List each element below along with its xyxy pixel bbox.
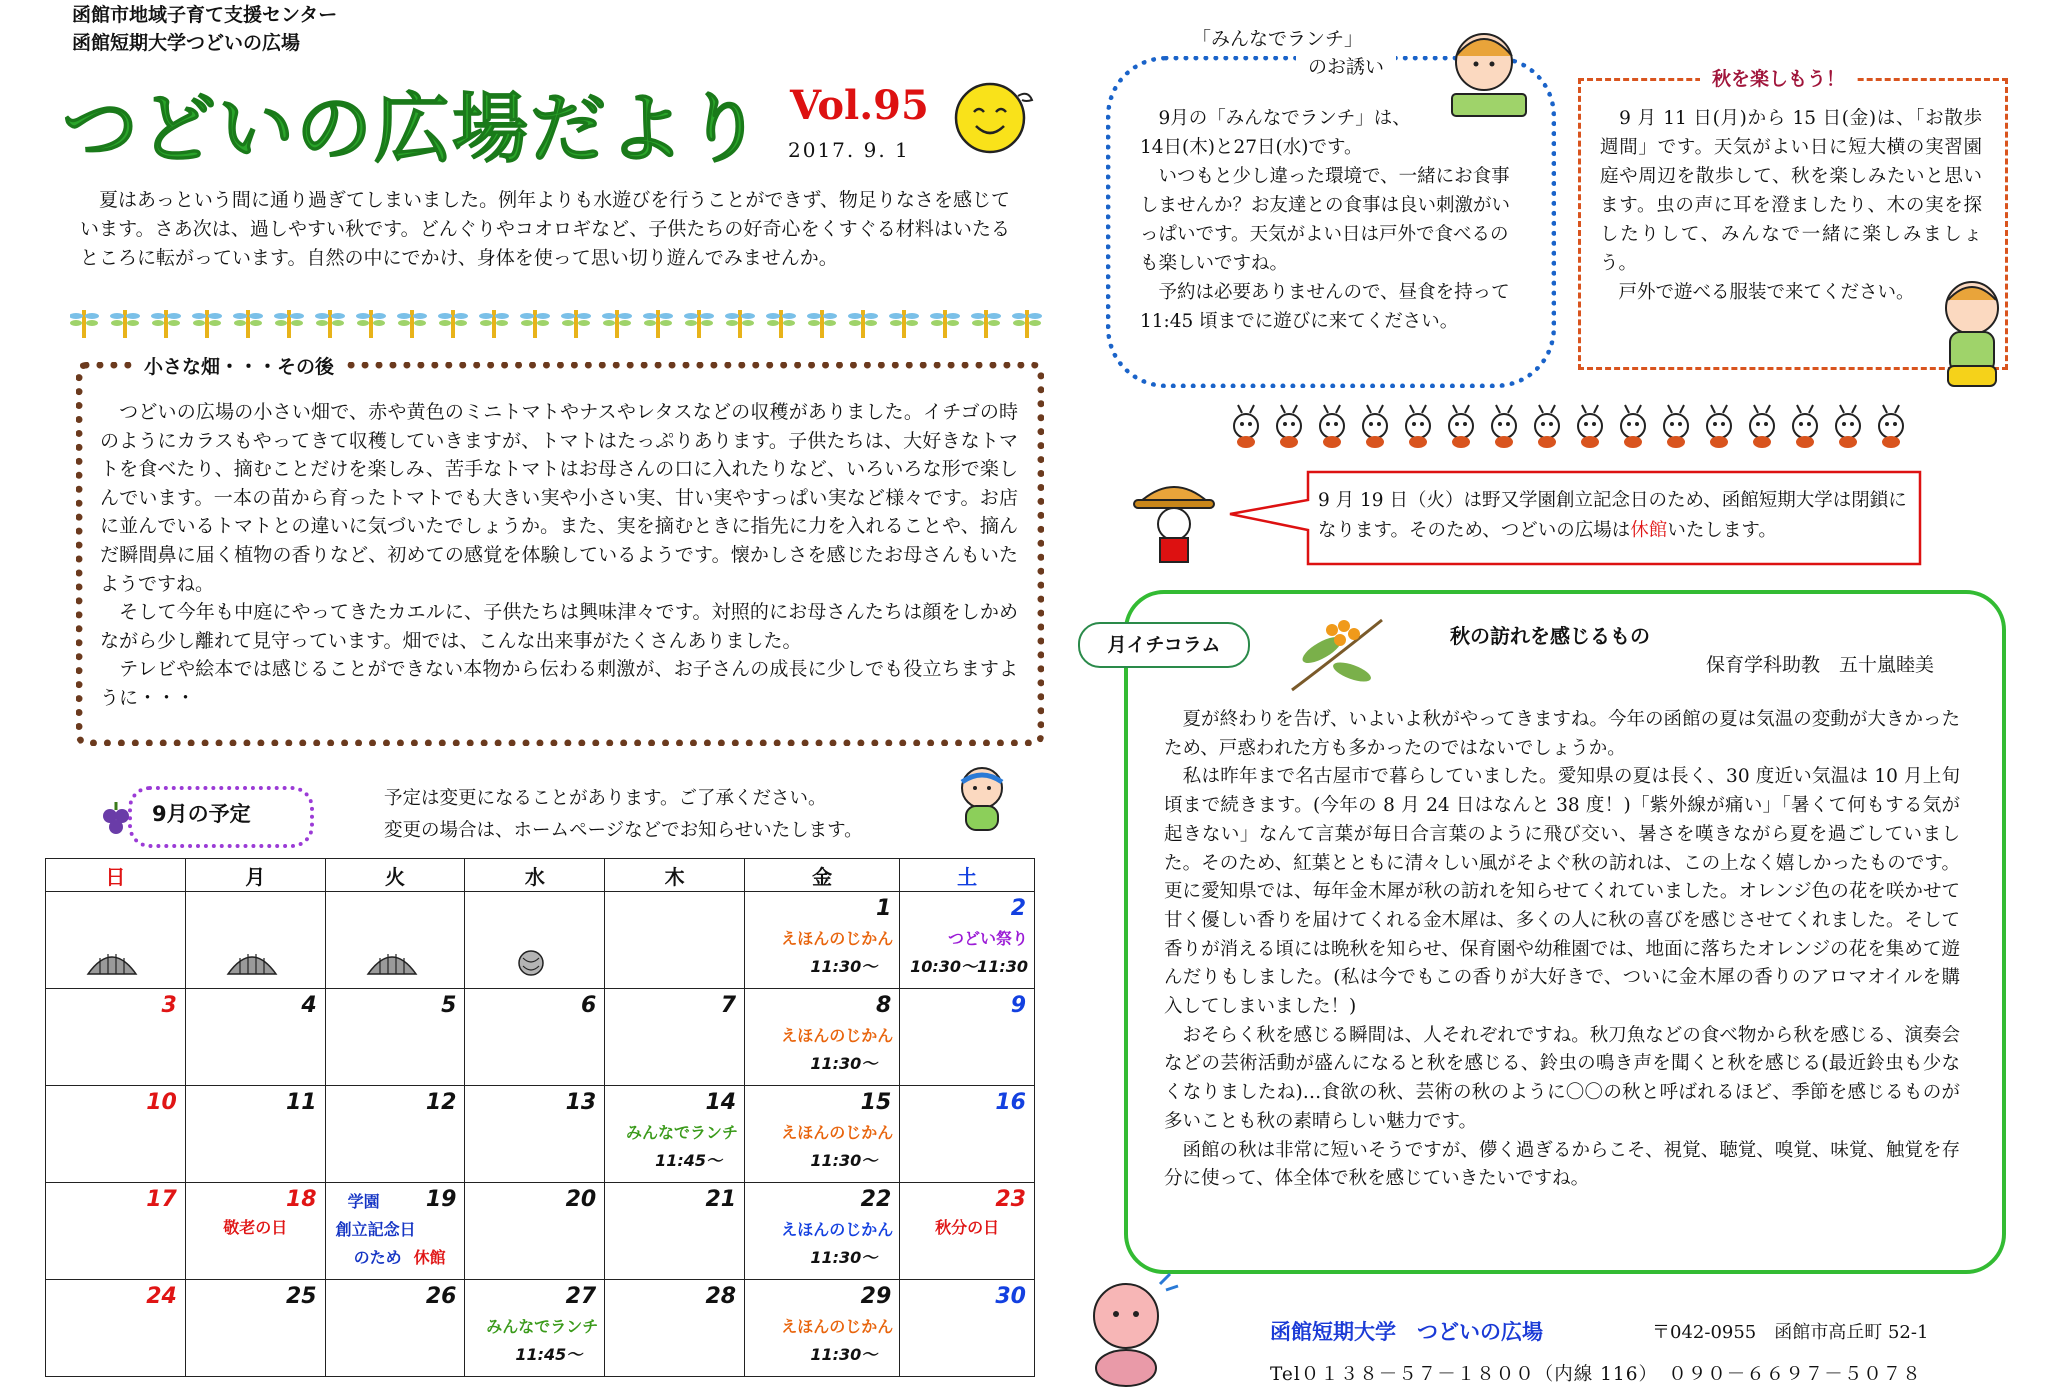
- day-number: 3: [161, 993, 177, 1018]
- calendar-day: [745, 892, 900, 989]
- day-number: 30: [995, 1284, 1026, 1309]
- schedule-note-2: 変更の場合は、ホームページなどでお知らせいたします。: [384, 820, 863, 841]
- weekday-header: 日: [46, 859, 186, 892]
- calendar-day: [185, 989, 325, 1086]
- event-time: 11:30～: [810, 1345, 878, 1364]
- day-number: 19: [425, 1187, 457, 1212]
- calendar-week: [46, 1280, 1035, 1377]
- calendar-event: つどい祭り: [947, 929, 1028, 948]
- day-number: 13: [565, 1090, 597, 1115]
- event-time: 11:30～: [810, 1054, 878, 1073]
- closure-text: 9 月 19 日（火）は野又学園創立記念日のため、函館短期大学は閉鎖になります。そのため、つどいの広場は休館いたします。: [1318, 490, 1907, 541]
- day-number: 14: [705, 1090, 737, 1115]
- september-calendar: [45, 858, 1035, 1377]
- day-number: 25: [286, 1284, 317, 1309]
- calendar-day: [185, 1183, 325, 1280]
- org-line-1: 函館市地域子育て支援センター: [72, 4, 338, 26]
- day-number: 2: [1010, 896, 1026, 921]
- column-title: 秋の訪れを感じるもの: [1450, 624, 1650, 648]
- weekday-header: 水: [465, 859, 605, 892]
- osmanthus-icon: [1282, 600, 1392, 700]
- calendar-day: [185, 1280, 325, 1377]
- footer-address: 〒042-0955 函館市高丘町 52-1: [1652, 1322, 1929, 1343]
- calendar-day: [46, 892, 186, 989]
- day-number: 18: [286, 1187, 317, 1212]
- calendar-event: 秋分の日: [935, 1218, 1000, 1237]
- grapes-icon: [96, 800, 136, 840]
- day-number: 26: [425, 1284, 457, 1309]
- event-time: 11:30～: [810, 957, 878, 976]
- calendar-day: [46, 989, 186, 1086]
- day-number: 16: [995, 1090, 1026, 1115]
- pillbug-icon: [86, 950, 138, 976]
- closure-day-label: 休館: [413, 1248, 446, 1267]
- sun-face-icon: [948, 76, 1038, 156]
- day-number: 6: [580, 993, 597, 1018]
- ant-row-icon: [1232, 404, 1912, 450]
- calendar-day: [46, 1280, 186, 1377]
- calendar-day: [605, 1086, 745, 1183]
- day-number: 9: [1010, 993, 1026, 1018]
- calendar-day: [605, 1183, 745, 1280]
- calendar-day: [900, 1183, 1035, 1280]
- day-number: 20: [565, 1187, 597, 1212]
- day-number: 28: [705, 1284, 737, 1309]
- day-number: 5: [441, 993, 457, 1018]
- event-time: 10:30～11:30: [910, 957, 1028, 976]
- closure-day-note: 学園: [347, 1192, 380, 1211]
- day-number: 21: [705, 1187, 737, 1212]
- calendar-event: えほんのじかん: [781, 1123, 894, 1142]
- day-number: 17: [146, 1187, 177, 1212]
- calendar-day: [185, 892, 325, 989]
- calendar-week: [46, 892, 1035, 989]
- calendar-event: みんなでランチ: [626, 1123, 739, 1142]
- closure-day-note: 創立記念日: [335, 1220, 416, 1239]
- column-author: 保育学科助教 五十嵐睦美: [1706, 654, 1935, 676]
- day-number: 8: [875, 993, 892, 1018]
- pillbug-icon: [505, 950, 557, 976]
- dragonfly-row-icon: [70, 306, 1060, 346]
- garden-heading: 小さな畑・・・その後: [132, 352, 346, 379]
- footer-phone: Tel０１３８－５７－１８００（内線 116） ０９０－６６９７－５０７８: [1270, 1364, 1922, 1385]
- day-number: 27: [565, 1284, 597, 1309]
- calendar-day: [465, 989, 605, 1086]
- day-number: 15: [860, 1090, 892, 1115]
- footer-baby-icon: [1076, 1270, 1186, 1390]
- calendar-day: [605, 989, 745, 1086]
- lunch-title-2: のお誘い: [1296, 52, 1396, 79]
- calendar-day: [745, 1183, 900, 1280]
- weekday-header: 月: [185, 859, 325, 892]
- calendar-day: [325, 989, 465, 1086]
- weekday-header: 土: [900, 859, 1035, 892]
- calendar-event: えほんのじかん: [781, 1317, 894, 1336]
- event-time: 11:30～: [810, 1248, 878, 1267]
- calendar-event: えほんのじかん: [781, 929, 894, 948]
- event-time: 11:30～: [810, 1151, 878, 1170]
- calendar-day: [605, 892, 745, 989]
- day-number: 12: [425, 1090, 457, 1115]
- calendar-day: [605, 1280, 745, 1377]
- pillbug-icon: [226, 950, 278, 976]
- column-text: 夏が終わりを告げ、いよいよ秋がやってきますね。今年の函館の夏は気温の変動が大きかったため、戸惑われた方も多かったのではないでしょうか。 私は昨年まで名古屋市で暮らしていました。愛知県の夏は長く、30 度近い気温は 10 月上旬頃まで続きます。(今年の 8 月 24 日はなんと 38 度！)「紫外線が痛い」「暑くて何もする気が起きない」なんて言葉が毎日合言葉のように飛び交い、暑さを嘆きながら夏を過ごしていました。そのため、紅葉とともに清々しい風がそよぐ秋の訪れは、この上なく嬉しかったものです。更に愛知県では、毎年金木犀が秋の訪れを知らせてくれていました。オレンジ色の花を咲かせて甘く優しい香りを届けてくれる金木犀は、多くの人に秋の喜びを感じさせてくれました。そして香りが消える頃には晩秋を知らせ、保育園や幼稚園では、地面に落ちたオレンジの花を集めて遊んだりもしました。(私は今でもこの香りが大好きで、ついに金木犀の香りのアロマオイルを購入してしまいました！) おそらく秋を感じる瞬間は、人それぞれですね。秋刀魚などの食べ物から秋を感じる、演奏会などの芸術活動が盛んになると秋を感じる、鈴虫の鳴き声を聞くと秋を感じる(最近鈴虫も少なくなりましたね)…食欲の秋、芸術の秋のように〇〇の秋と呼ばれるほど、季節を感じるものが多いことも秋の素晴らしい魅力です。 函館の秋は非常に短いそうですが、儚く過ぎるからこそ、視覚、聴覚、嗅覚、味覚、触覚を存分に使って、体全体で秋を感じていきたいですね。: [1164, 709, 1960, 1190]
- day-number: 11: [286, 1090, 317, 1115]
- garden-text: つどいの広場の小さい畑で、赤や黄色のミニトマトやナスやレタスなどの収穫がありました。イチゴの時のようにカラスもやってきて収穫していきますが、トマトはたっぷりあります。子供たちは、大好きなトマトを食べたり、摘むことだけを楽しみ、苦手なトマトはお母さんの口に入れたりなど、いろいろな形で楽しんでいます。一本の苗から育ったトマトでも大きい実や小さい実、甘い実やすっぱい実など様々です。お店に並んでいるトマトとの違いに気づいたでしょうか。また、実を摘むときに指先に力を入れることや、摘んだ瞬間鼻に届く植物の香りなど、初めての感覚を体験しているようです。懐かしさを感じたお母さんもいたようですね。 そして今年も中庭にやってきたカエルに、子供たちは興味津々です。対照的にお母さんたちは顔をしかめながら少し離れて見守っています。畑では、こんな出来事がたくさんありました。 テレビや絵本では感じることができない本物から伝わる刺激が、お子さんの成長に少しでも役立ちますように・・・: [100, 401, 1018, 709]
- autumn-title: 秋を楽しもう！: [1700, 64, 1857, 91]
- calendar-event: 敬老の日: [223, 1218, 288, 1237]
- scarecrow-icon: [1124, 472, 1224, 572]
- calendar-day: [325, 1183, 465, 1280]
- calendar-day: [745, 1280, 900, 1377]
- calendar-day: [900, 892, 1035, 989]
- calendar-event: えほんのじかん: [781, 1220, 894, 1239]
- day-number: 7: [720, 993, 737, 1018]
- pillbug-icon: [366, 950, 418, 976]
- event-time: 11:45～: [655, 1151, 723, 1170]
- weekday-header: 金: [745, 859, 900, 892]
- calendar-event: えほんのじかん: [781, 1026, 894, 1045]
- volume-number: Vol.95: [790, 82, 929, 129]
- calendar-day: [325, 1280, 465, 1377]
- column-label: 月イチコラム: [1078, 622, 1250, 668]
- calendar-week: [46, 989, 1035, 1086]
- schedule-label: 9月の予定: [152, 802, 251, 826]
- baby-icon: [944, 760, 1024, 840]
- closure-highlight: 休館: [1630, 520, 1668, 541]
- calendar-day: [325, 1086, 465, 1183]
- newsletter-title: つどいの広場だより: [62, 84, 764, 173]
- day-number: 22: [860, 1187, 892, 1212]
- footer-name: 函館短期大学 つどいの広場: [1270, 1320, 1543, 1344]
- calendar-day: [745, 989, 900, 1086]
- autumn-text: 9 月 11 日(月)から 15 日(金)は、「お散歩週間」です。天気がよい日に短大横の実習園庭や周辺を散歩して、秋を楽しみたいと思います。虫の声に耳を澄ましたり、木の実を探したりして、みんなで一緒に楽しみましょう。 戸外で遊べる服装で来てください。: [1600, 108, 1982, 303]
- closure-day-note: のため: [353, 1248, 402, 1267]
- calendar-day: [465, 1280, 605, 1377]
- calendar-week: [46, 1086, 1035, 1183]
- day-number: 23: [995, 1187, 1026, 1212]
- schedule-note-1: 予定は変更になることがあります。ご了承ください。: [384, 788, 827, 809]
- org-line-2: 函館短期大学つどいの広場: [72, 32, 301, 54]
- intro-text: 夏はあっという間に通り過ぎてしまいました。例年よりも水遊びを行うことができず、物足りなさを感じています。さあ次は、過しやすい秋です。どんぐりやコオロギなど、子供たちの好奇心をくすぐる材料はいたるところに転がっています。自然の中にでかけ、身体を使って思い切り遊んでみませんか。: [80, 189, 1010, 269]
- lunch-title-1: 「みんなでランチ」: [1180, 24, 1375, 51]
- calendar-day: [185, 1086, 325, 1183]
- day-number: 10: [146, 1090, 177, 1115]
- calendar-day: [745, 1086, 900, 1183]
- calendar-day: [465, 1183, 605, 1280]
- weekday-header: 火: [325, 859, 465, 892]
- day-number: 24: [146, 1284, 177, 1309]
- calendar-day: [46, 1183, 186, 1280]
- weekday-header: 木: [605, 859, 745, 892]
- lunch-text: 9月の「みんなでランチ」は、 14日(木)と27日(水)です。 いつもと少し違った環境で、一緒にお食事しませんか？お友達との食事は良い刺激がいっぱいです。天気がよい日は戸外で食べるのも楽しいですね。 予約は必要ありませんので、昼食を持って 11:45 頃までに遊びに来てください。: [1140, 108, 1511, 332]
- day-number: 4: [301, 993, 317, 1018]
- calendar-day: [900, 989, 1035, 1086]
- calendar-day: [465, 1086, 605, 1183]
- day-number: 1: [875, 896, 892, 921]
- boy-running-icon: [1918, 270, 2028, 400]
- issue-date: 2017. 9. 1: [788, 138, 910, 162]
- day-number: 29: [860, 1284, 892, 1309]
- calendar-day: [46, 1086, 186, 1183]
- calendar-day: [900, 1280, 1035, 1377]
- calendar-week: [46, 1183, 1035, 1280]
- calendar-event: みんなでランチ: [486, 1317, 599, 1336]
- event-time: 11:45～: [515, 1345, 583, 1364]
- calendar-day: [465, 892, 605, 989]
- calendar-day: [325, 892, 465, 989]
- calendar-day: [900, 1086, 1035, 1183]
